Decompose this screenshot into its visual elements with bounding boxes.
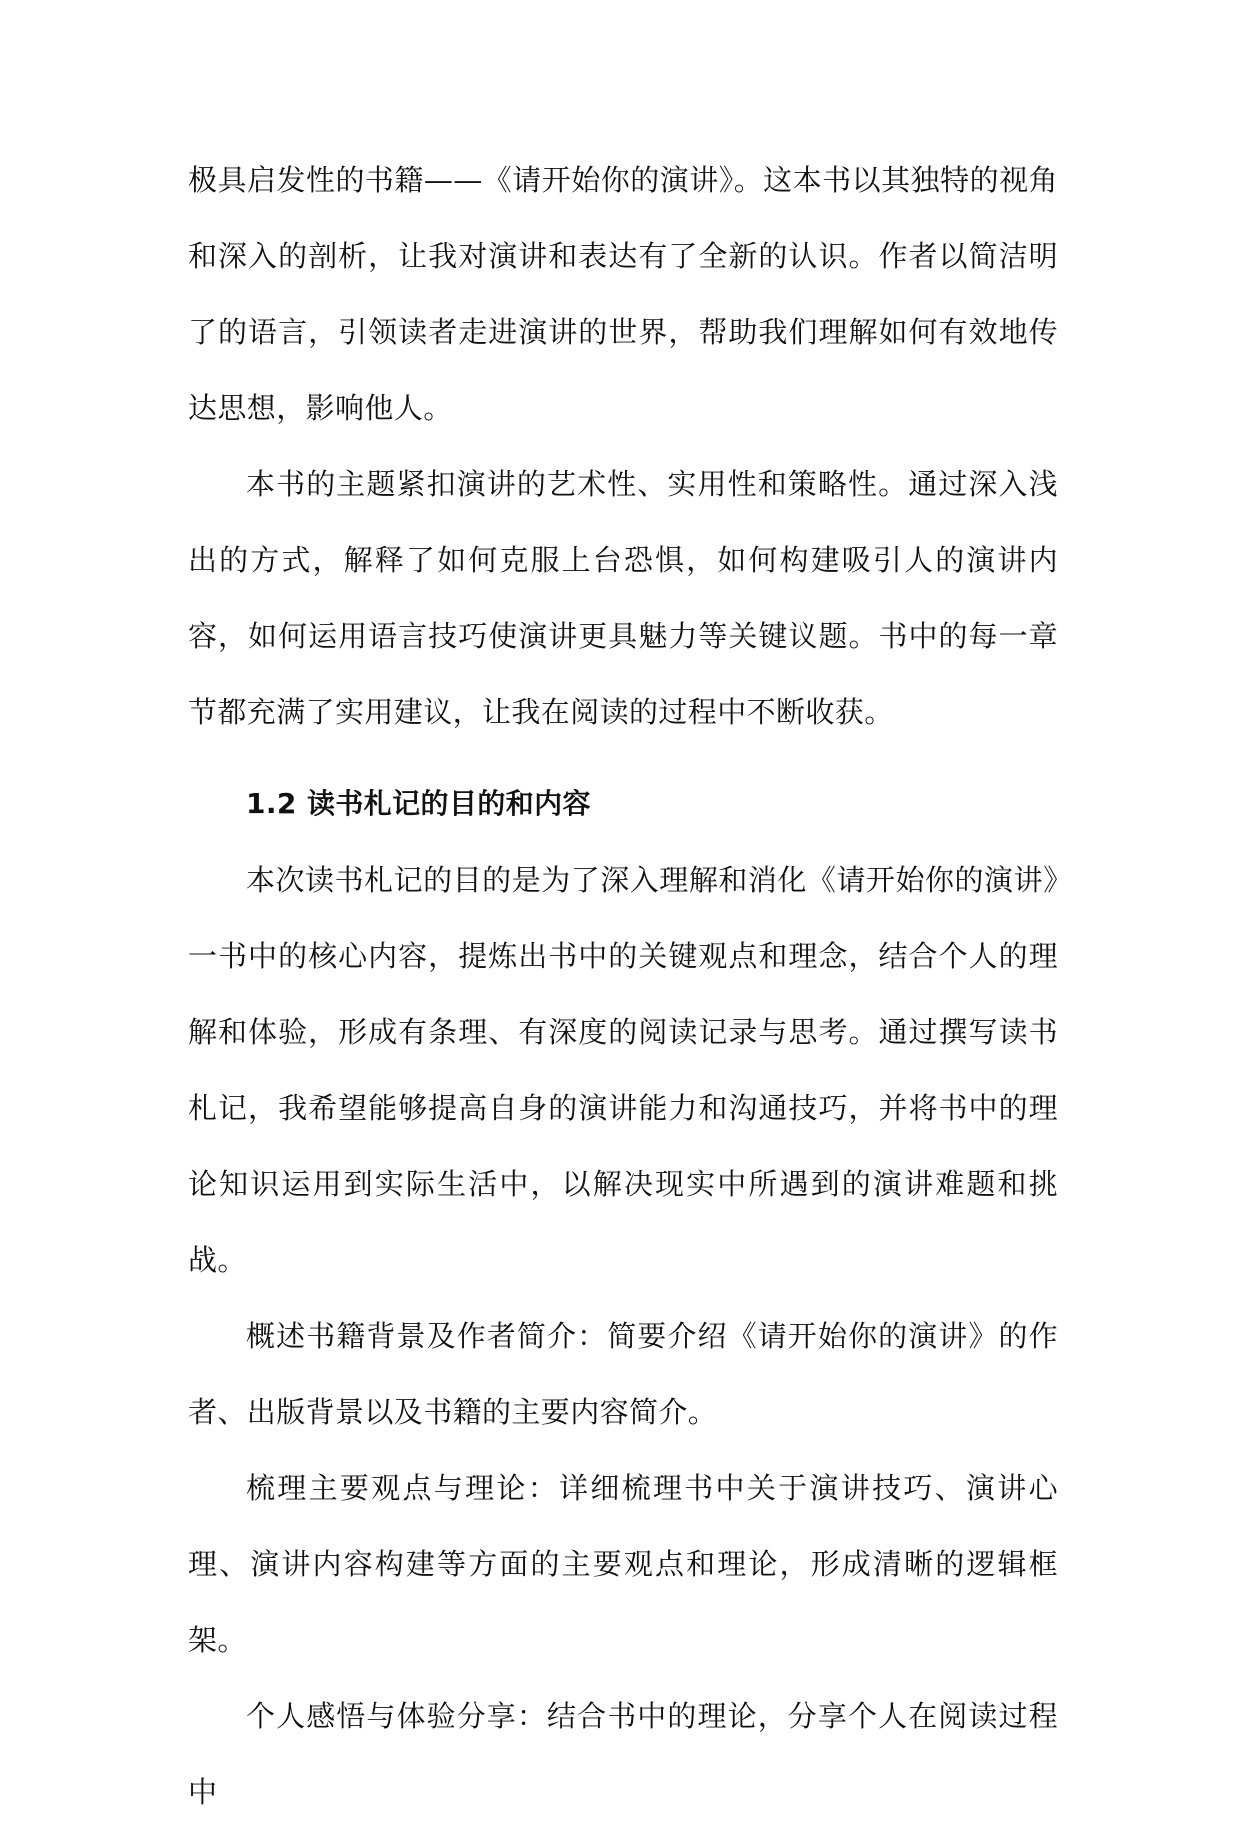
document-body [188, 142, 1058, 1830]
paragraph-reflections: 个人感悟与体验分享：结合书中的理论，分享个人在阅读过程中 [188, 1699, 1058, 1809]
paragraph-background: 概述书籍背景及作者简介：简要介绍《请开始你的演讲》的作者、出版背景以及书籍的主要内容简介。 [188, 1319, 1058, 1429]
paragraph-viewpoints: 梳理主要观点与理论：详细梳理书中关于演讲技巧、演讲心理、演讲内容构建等方面的主要观点和理论，形成清晰的逻辑框架。 [188, 1471, 1058, 1657]
paragraph-purpose: 本次读书札记的目的是为了深入理解和消化《请开始你的演讲》一书中的核心内容，提炼出书中的关键观点和理念，结合个人的理解和体验，形成有条理、有深度的阅读记录与思考。通过撰写读书札记，我希望能够提高自身的演讲能力和沟通技巧，并将书中的理论知识运用到实际生活中，以解决现实中所遇到的演讲难题和挑战。 [188, 863, 1058, 1277]
section-heading: 1.2 读书札记的目的和内容 [246, 787, 591, 820]
paragraph-book-theme: 本书的主题紧扣演讲的艺术性、实用性和策略性。通过深入浅出的方式，解释了如何克服上台恐惧，如何构建吸引人的演讲内容，如何运用语言技巧使演讲更具魅力等关键议题。书中的每一章节都充满了实用建议，让我在阅读的过程中不断收获。 [188, 467, 1058, 729]
paragraph-book-intro: 极具启发性的书籍——《请开始你的演讲》。这本书以其独特的视角和深入的剖析，让我对演讲和表达有了全新的认识。作者以简洁明了的语言，引领读者走进演讲的世界，帮助我们理解如何有效地传达思想，影响他人。 [188, 163, 1058, 425]
